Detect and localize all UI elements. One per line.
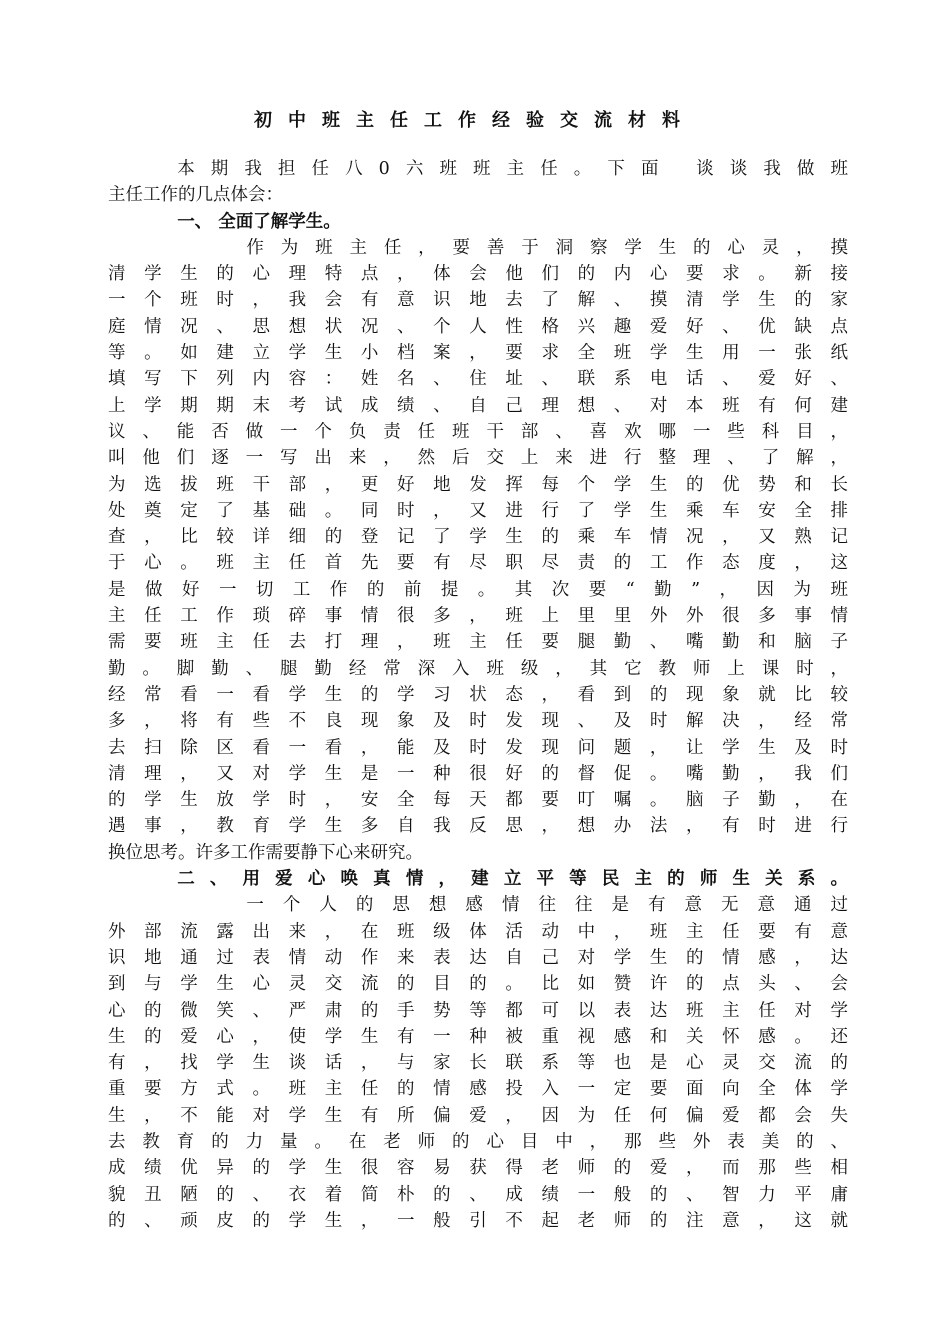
text-line: 庭情况、思想状况、个人性格兴趣爱好、优缺点 bbox=[108, 316, 848, 337]
text-line: 处奠定了基础。同时，又进行了学生乘车安全排 bbox=[108, 500, 848, 521]
text-line: 生，不能对学生有所偏爱，因为任何偏爱都会失 bbox=[108, 1105, 848, 1126]
text-line: 议、能否做一个负责任班干部、喜欢哪一些科目， bbox=[108, 421, 848, 442]
text-line: 去教育的力量。在老师的心目中，那些外表美的、 bbox=[108, 1131, 848, 1152]
text-line: 作为班主任，要善于洞察学生的心灵，摸 bbox=[246, 237, 848, 258]
text-line: 遇事，教育学生多自我反思，想办法，有时进行 bbox=[108, 816, 848, 837]
text-line: 貌丑陋的、衣着简朴的、成绩一般的、智力平庸 bbox=[108, 1184, 848, 1205]
text-line: 有，找学生谈话，与家长联系等也是心灵交流的 bbox=[108, 1053, 848, 1074]
text-line: 一个班时，我会有意识地去了解、摸清学生的家 bbox=[108, 290, 848, 311]
text-line: 二、用爱心唤真情，建立平等民主的师生关系。 bbox=[177, 869, 848, 890]
text-line: 是做好一切工作的前提。其次要“勤”，因为班 bbox=[108, 579, 848, 600]
text-line: 为选拔班干部，更好地发挥每个学生的优势和长 bbox=[108, 474, 848, 495]
text-line: 需要班主任去打理，班主任要腿勤、嘴勤和脑子 bbox=[108, 632, 848, 653]
text-line: 到与学生心灵交流的目的。比如赞许的点头、会 bbox=[108, 974, 848, 995]
text-line: 的学生放学时，安全每天都要叮嘱。脑子勤，在 bbox=[108, 790, 848, 811]
text-line: 生的爱心，使学生有一种被重视感和关怀感。还 bbox=[108, 1026, 848, 1047]
text-line: 叫他们逐一写出来，然后交上来进行整理、了解， bbox=[108, 448, 848, 469]
text-line: 去扫除区看一看，能及时发现问题，让学生及时 bbox=[108, 737, 848, 758]
text-line: 主任工作的几点体会： bbox=[108, 185, 283, 206]
text-line: 外部流露出来，在班级体活动中，班主任要有意 bbox=[108, 921, 848, 942]
text-line: 一个人的思想感情往往是有意无意通过 bbox=[246, 895, 848, 916]
text-line: 识地通过表情动作来表达自己对学生的情感，达 bbox=[108, 947, 848, 968]
text-line: 心的微笑、严肃的手势等都可以表达班主任对学 bbox=[108, 1000, 848, 1021]
text-line: 成绩优异的学生很容易获得老师的爱，而那些相 bbox=[108, 1158, 848, 1179]
text-line: 多，将有些不良现象及时发现、及时解决，经常 bbox=[108, 711, 848, 732]
text-line: 填写下列内容：姓名、住址、联系电话、爱好、 bbox=[108, 369, 848, 390]
text-line: 勤。脚勤、腿勤经常深入班级，其它教师上课时， bbox=[108, 658, 848, 679]
text-line: 清理，又对学生是一种很好的督促。嘴勤，我们 bbox=[108, 763, 848, 784]
document-body bbox=[108, 156, 848, 1234]
text-line: 查，比较详细的登记了学生的乘车情况，又熟记 bbox=[108, 527, 848, 548]
text-line: 清学生的心理特点，体会他们的内心要求。新接 bbox=[108, 264, 848, 285]
text-line: 主任工作琐碎事情很多，班上里里外外很多事情 bbox=[108, 606, 848, 627]
text-line: 换位思考。许多工作需要静下心来研究。 bbox=[108, 842, 423, 863]
document-title: 初中班主任工作经验交流材料 bbox=[254, 110, 696, 131]
text-line: 于心。班主任首先要有尽职尽责的工作态度，这 bbox=[108, 553, 848, 574]
text-line: 的、顽皮的学生，一般引不起老师的注意，这就 bbox=[108, 1210, 848, 1231]
text-line: 上学期期末考试成绩、自己理想、对本班有何建 bbox=[108, 395, 848, 416]
text-line: 本期我担任八0六班班主任。下面 谈谈我做班 bbox=[177, 159, 848, 179]
text-line: 等。如建立学生小档案，要求全班学生用一张纸 bbox=[108, 343, 848, 364]
text-line: 经常看一看学生的学习状态，看到的现象就比较 bbox=[108, 684, 848, 705]
text-line: 一、 全面了解学生。 bbox=[177, 211, 341, 232]
text-line: 重要方式。班主任的情感投入一定要面向全体学 bbox=[108, 1079, 848, 1100]
